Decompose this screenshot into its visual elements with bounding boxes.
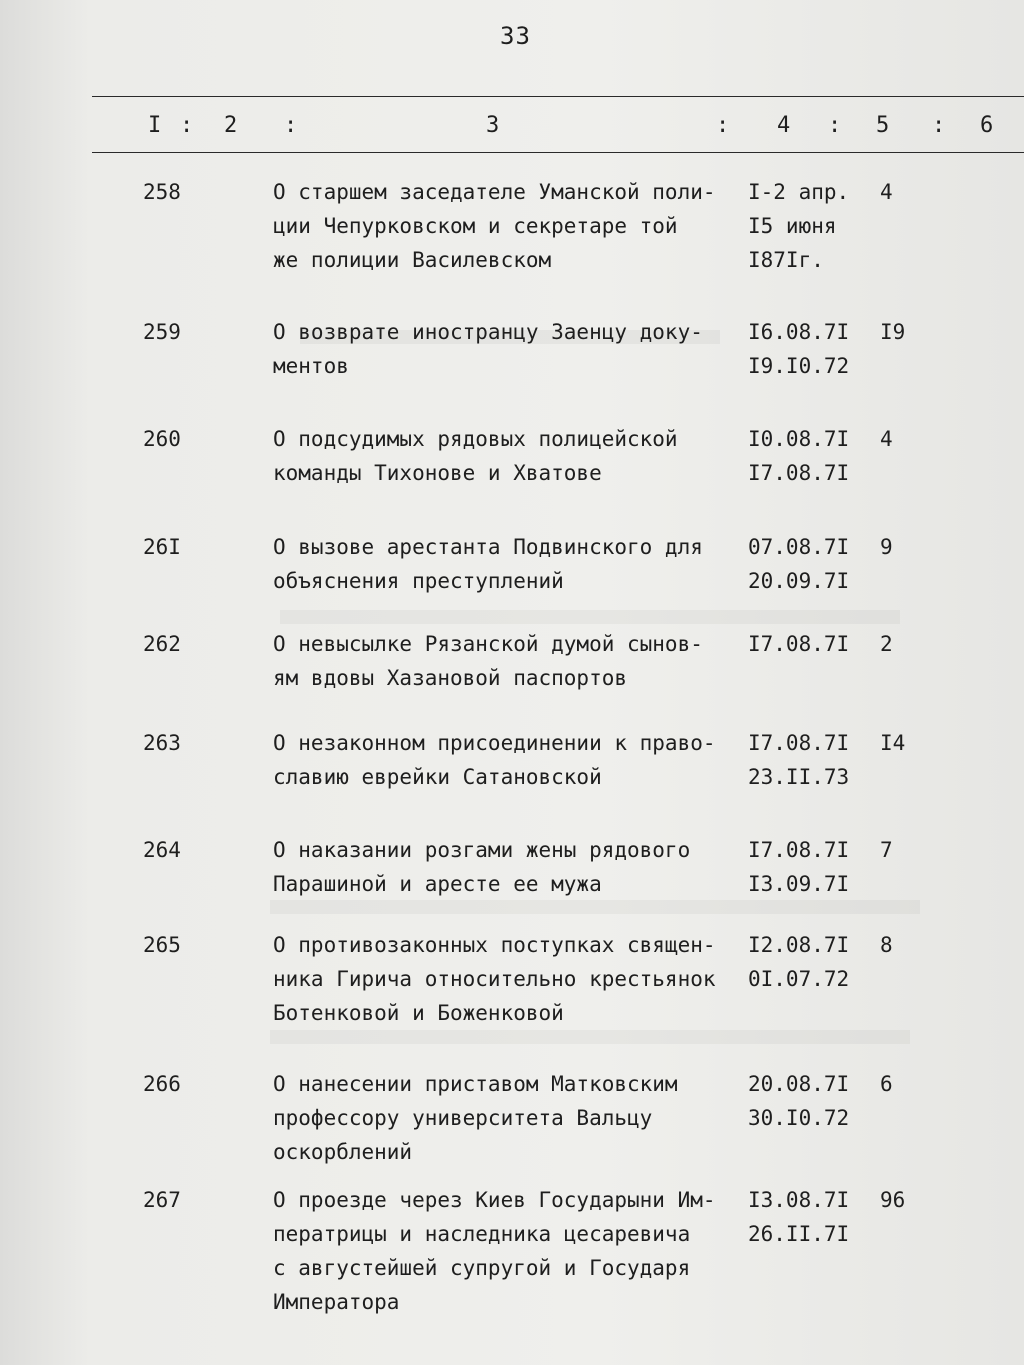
- entry-number: 259: [143, 320, 181, 344]
- column-separator: :: [932, 113, 946, 138]
- entry-sheet-count: 9: [880, 535, 893, 559]
- column-separator: :: [180, 113, 194, 138]
- entry-description: О старшем заседателе Уманской поли- ции Чепурковском и секретаре той же полиции Василевском: [273, 180, 716, 272]
- entry-dates: 07.08.7I 20.09.7I: [748, 535, 850, 593]
- entry-number: 266: [143, 1072, 181, 1096]
- column-header-3: 3: [486, 113, 500, 138]
- entry-sheet-count: 4: [880, 180, 893, 204]
- entry-dates: I6.08.7I I9.I0.72: [748, 320, 850, 378]
- entry-description: О противозаконных поступках священ- ника Гирича относительно крестьянок Ботенковой и Боженковой: [273, 933, 716, 1025]
- entry-dates: I7.08.7I: [748, 632, 850, 656]
- entry-number: 258: [143, 180, 181, 204]
- entry-sheet-count: I4: [880, 731, 906, 755]
- entry-sheet-count: 96: [880, 1188, 906, 1212]
- header-top-rule: [92, 96, 1024, 97]
- entry-number: 263: [143, 731, 181, 755]
- entry-description: О незаконном присоединении к право- славию еврейки Сатановской: [273, 731, 716, 789]
- column-header-2: 2: [224, 113, 238, 138]
- header-bottom-rule: [92, 152, 1024, 153]
- entry-sheet-count: 7: [880, 838, 893, 862]
- column-separator: :: [284, 113, 298, 138]
- column-separator: :: [828, 113, 842, 138]
- entry-number: 264: [143, 838, 181, 862]
- entry-description: О вызове арестанта Подвинского для объяснения преступлений: [273, 535, 703, 593]
- entry-number: 267: [143, 1188, 181, 1212]
- column-header-6: 6: [980, 113, 994, 138]
- entry-description: О проезде через Киев Государыни Им- ператрицы и наследника цесаревича с августейшей супругой и Государя Императора: [273, 1188, 716, 1314]
- entry-sheet-count: 8: [880, 933, 893, 957]
- column-separator: :: [716, 113, 730, 138]
- entry-description: О наказании розгами жены рядового Парашиной и аресте ее мужа: [273, 838, 691, 896]
- entry-number: 262: [143, 632, 181, 656]
- entry-dates: I7.08.7I I3.09.7I: [748, 838, 850, 896]
- entry-number: 260: [143, 427, 181, 451]
- page-number: 33: [500, 22, 531, 50]
- entry-description: О возврате иностранцу Заенцу доку- ментов: [273, 320, 703, 378]
- entry-dates: I2.08.7I 0I.07.72: [748, 933, 850, 991]
- entry-number: 26I: [143, 535, 181, 559]
- entry-sheet-count: 4: [880, 427, 893, 451]
- column-header-4: 4: [777, 113, 791, 138]
- entry-dates: 20.08.7I 30.I0.72: [748, 1072, 850, 1130]
- entry-dates: I3.08.7I 26.II.7I: [748, 1188, 850, 1246]
- entry-sheet-count: 2: [880, 632, 893, 656]
- entry-number: 265: [143, 933, 181, 957]
- column-header-5: 5: [876, 113, 890, 138]
- entry-description: О невысылке Рязанской думой сынов- ям вдовы Хазановой паспортов: [273, 632, 703, 690]
- entry-dates: I-2 апр. I5 июня I87Iг.: [748, 180, 850, 272]
- column-header-1: I: [148, 113, 162, 138]
- entry-description: О нанесении приставом Матковским профессору университета Вальцу оскорблений: [273, 1072, 678, 1164]
- entry-sheet-count: 6: [880, 1072, 893, 1096]
- entry-dates: I0.08.7I I7.08.7I: [748, 427, 850, 485]
- entry-sheet-count: I9: [880, 320, 906, 344]
- entry-description: О подсудимых рядовых полицейской команды Тихонове и Хватове: [273, 427, 678, 485]
- entry-dates: I7.08.7I 23.II.73: [748, 731, 850, 789]
